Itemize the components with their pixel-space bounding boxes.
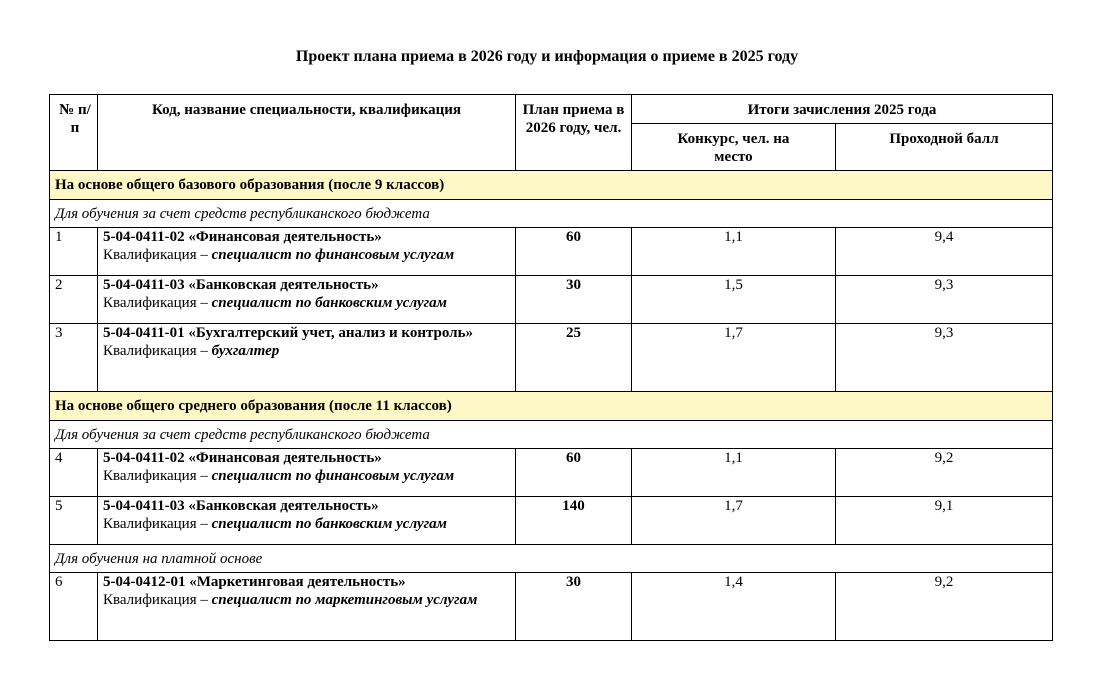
- plan-value: 60: [516, 449, 632, 497]
- funding-label: Для обучения за счет средств республиканского бюджета: [50, 421, 1053, 449]
- funding-row: [50, 421, 1053, 449]
- passing-score-value: 9,4: [836, 228, 1053, 276]
- funding-label: Для обучения на платной основе: [50, 545, 1053, 573]
- header-competition-label: Конкурс, чел. на место: [677, 131, 790, 165]
- specialty-cell: [98, 573, 516, 641]
- competition-value: 1,7: [632, 497, 836, 545]
- specialty-code-name: 5-04-0411-02 «Финансовая деятельность»: [103, 450, 382, 466]
- funding-row: [50, 200, 1053, 228]
- qualification-value: специалист по маркетинговым услугам: [211, 592, 478, 608]
- qualification-prefix: Квалификация –: [103, 468, 212, 484]
- header-competition: [632, 124, 836, 171]
- competition-value: 1,5: [632, 276, 836, 324]
- row-number: 4: [50, 449, 98, 497]
- qualification-line: [103, 591, 510, 609]
- header-passing-score: Проходной балл: [836, 124, 1053, 171]
- header-num: [50, 95, 98, 171]
- table-row: [50, 228, 1053, 276]
- plan-value: 140: [516, 497, 632, 545]
- qualification-line: [103, 294, 510, 312]
- row-number: 1: [50, 228, 98, 276]
- passing-score-value: 9,3: [836, 276, 1053, 324]
- plan-value: 30: [516, 573, 632, 641]
- qualification-prefix: Квалификация –: [103, 592, 212, 608]
- passing-score-value: 9,3: [836, 324, 1053, 392]
- specialty-code-name: 5-04-0411-02 «Финансовая деятельность»: [103, 229, 382, 245]
- table-row: [50, 276, 1053, 324]
- row-number: 6: [50, 573, 98, 641]
- section-title: На основе общего среднего образования (после 11 классов): [50, 392, 1053, 421]
- row-number: 3: [50, 324, 98, 392]
- plan-value: 60: [516, 228, 632, 276]
- qualification-value: специалист по банковским услугам: [211, 295, 447, 311]
- specialty-cell: [98, 497, 516, 545]
- specialty-cell: [98, 276, 516, 324]
- document-title: Проект плана приема в 2026 году и информация о приеме в 2025 году: [295, 48, 799, 65]
- section-title: На основе общего базового образования (после 9 классов): [50, 171, 1053, 200]
- specialty-cell: [98, 228, 516, 276]
- section-row: [50, 392, 1053, 421]
- qualification-line: [103, 515, 510, 533]
- plan-value: 30: [516, 276, 632, 324]
- row-number: 2: [50, 276, 98, 324]
- specialty-cell: [98, 324, 516, 392]
- specialty-cell: [98, 449, 516, 497]
- table-row: [50, 573, 1053, 641]
- passing-score-value: 9,2: [836, 449, 1053, 497]
- qualification-value: бухгалтер: [211, 343, 280, 359]
- header-num-label: № п/п: [59, 102, 91, 136]
- competition-value: 1,4: [632, 573, 836, 641]
- qualification-prefix: Квалификация –: [103, 295, 212, 311]
- header-specialty: Код, название специальности, квалификация: [98, 95, 516, 171]
- specialty-code-name: 5-04-0411-03 «Банковская деятельность»: [103, 277, 379, 293]
- section-row: [50, 171, 1053, 200]
- admission-plan-table: [49, 94, 1053, 641]
- qualification-line: [103, 342, 510, 360]
- table-row: [50, 497, 1053, 545]
- qualification-line: [103, 467, 510, 485]
- funding-label: Для обучения за счет средств республиканского бюджета: [50, 200, 1053, 228]
- funding-row: [50, 545, 1053, 573]
- qualification-value: специалист по финансовым услугам: [211, 468, 455, 484]
- qualification-line: [103, 246, 510, 264]
- table-row: [50, 449, 1053, 497]
- header-plan: План приема в 2026 году, чел.: [516, 95, 632, 171]
- competition-value: 1,7: [632, 324, 836, 392]
- specialty-code-name: 5-04-0411-03 «Банковская деятельность»: [103, 498, 379, 514]
- qualification-prefix: Квалификация –: [103, 247, 212, 263]
- passing-score-value: 9,2: [836, 573, 1053, 641]
- qualification-value: специалист по финансовым услугам: [211, 247, 455, 263]
- specialty-code-name: 5-04-0412-01 «Маркетинговая деятельность»: [103, 574, 406, 590]
- qualification-prefix: Квалификация –: [103, 343, 212, 359]
- row-number: 5: [50, 497, 98, 545]
- plan-value: 25: [516, 324, 632, 392]
- passing-score-value: 9,1: [836, 497, 1053, 545]
- qualification-prefix: Квалификация –: [103, 516, 212, 532]
- table-body: [50, 171, 1053, 641]
- header-results: Итоги зачисления 2025 года: [632, 95, 1053, 124]
- qualification-value: специалист по банковским услугам: [211, 516, 447, 532]
- competition-value: 1,1: [632, 228, 836, 276]
- table-row: [50, 324, 1053, 392]
- specialty-code-name: 5-04-0411-01 «Бухгалтерский учет, анализ и контроль»: [103, 325, 474, 341]
- competition-value: 1,1: [632, 449, 836, 497]
